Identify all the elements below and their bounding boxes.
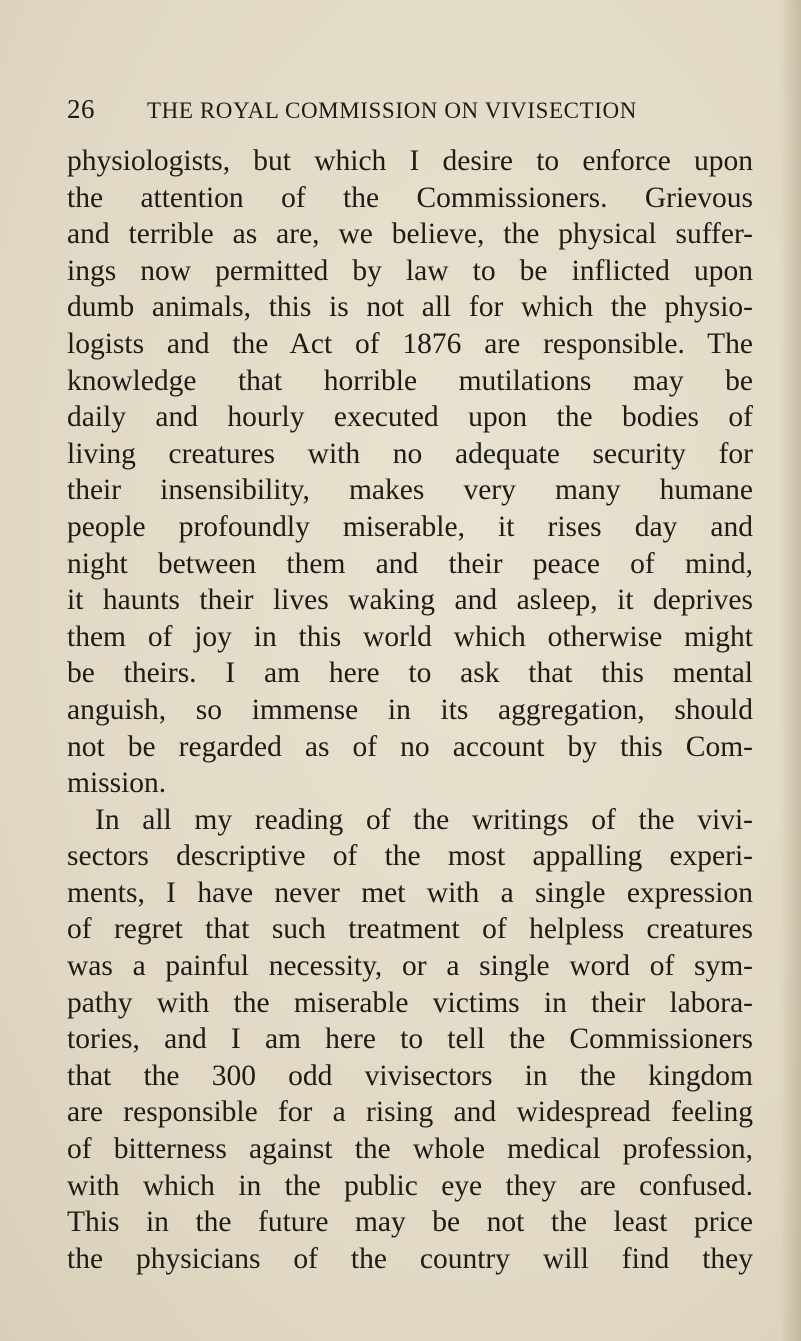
- text-line: of regret that such treatment of helpless creatures: [67, 913, 753, 946]
- text-line: daily and hourly executed upon the bodies of: [67, 401, 753, 434]
- text-line: In all my reading of the writings of the vivi-: [95, 803, 753, 836]
- text-line: them of joy in this world which otherwise might: [67, 620, 753, 653]
- text-line: knowledge that horrible mutilations may be: [67, 364, 753, 397]
- text-line: tories, and I am here to tell the Commissioners: [67, 1023, 753, 1056]
- running-head: [67, 94, 767, 124]
- text-line: ings now permitted by law to be inflicted upon: [67, 254, 753, 287]
- text-line: night between them and their peace of mind,: [67, 547, 753, 580]
- text-line: of bitterness against the whole medical profession,: [67, 1133, 753, 1166]
- text-line: logists and the Act of 1876 are responsible. The: [67, 327, 753, 360]
- text-line: sectors descriptive of the most appalling experi-: [67, 840, 753, 873]
- text-line: the physicians of the country will find they: [67, 1242, 753, 1275]
- text-line: be theirs. I am here to ask that this mental: [67, 657, 753, 690]
- text-line: are responsible for a rising and widespread feeling: [67, 1096, 753, 1129]
- page-edge-shadow: [779, 0, 801, 1341]
- text-line: that the 300 odd vivisectors in the kingdom: [67, 1059, 753, 1092]
- body-text: [67, 143, 753, 1277]
- text-line: and terrible as are, we believe, the physical suffer-: [67, 218, 753, 251]
- text-line: anguish, so immense in its aggregation, should: [67, 693, 753, 726]
- text-line: was a painful necessity, or a single word of sym-: [67, 950, 753, 983]
- text-line: ments, I have never met with a single expression: [67, 876, 753, 909]
- text-line: This in the future may be not the least price: [67, 1206, 753, 1239]
- page-number: 26: [67, 94, 95, 124]
- text-line: living creatures with no adequate security for: [67, 437, 753, 470]
- running-title: THE ROYAL COMMISSION ON VIVISECTION: [147, 98, 637, 123]
- text-line: dumb animals, this is not all for which the physio-: [67, 291, 753, 324]
- text-line: it haunts their lives waking and asleep, it deprives: [67, 584, 753, 617]
- text-line: pathy with the miserable victims in their labora-: [67, 986, 753, 1019]
- text-line: their insensibility, makes very many humane: [67, 474, 753, 507]
- text-line: the attention of the Commissioners. Grievous: [67, 181, 753, 214]
- text-line: people profoundly miserable, it rises day and: [67, 510, 753, 543]
- text-line: mission.: [67, 767, 167, 800]
- text-line: physiologists, but which I desire to enforce upon: [67, 145, 753, 177]
- text-line: with which in the public eye they are confused.: [67, 1169, 753, 1202]
- text-line: not be regarded as of no account by this Com-: [67, 730, 753, 763]
